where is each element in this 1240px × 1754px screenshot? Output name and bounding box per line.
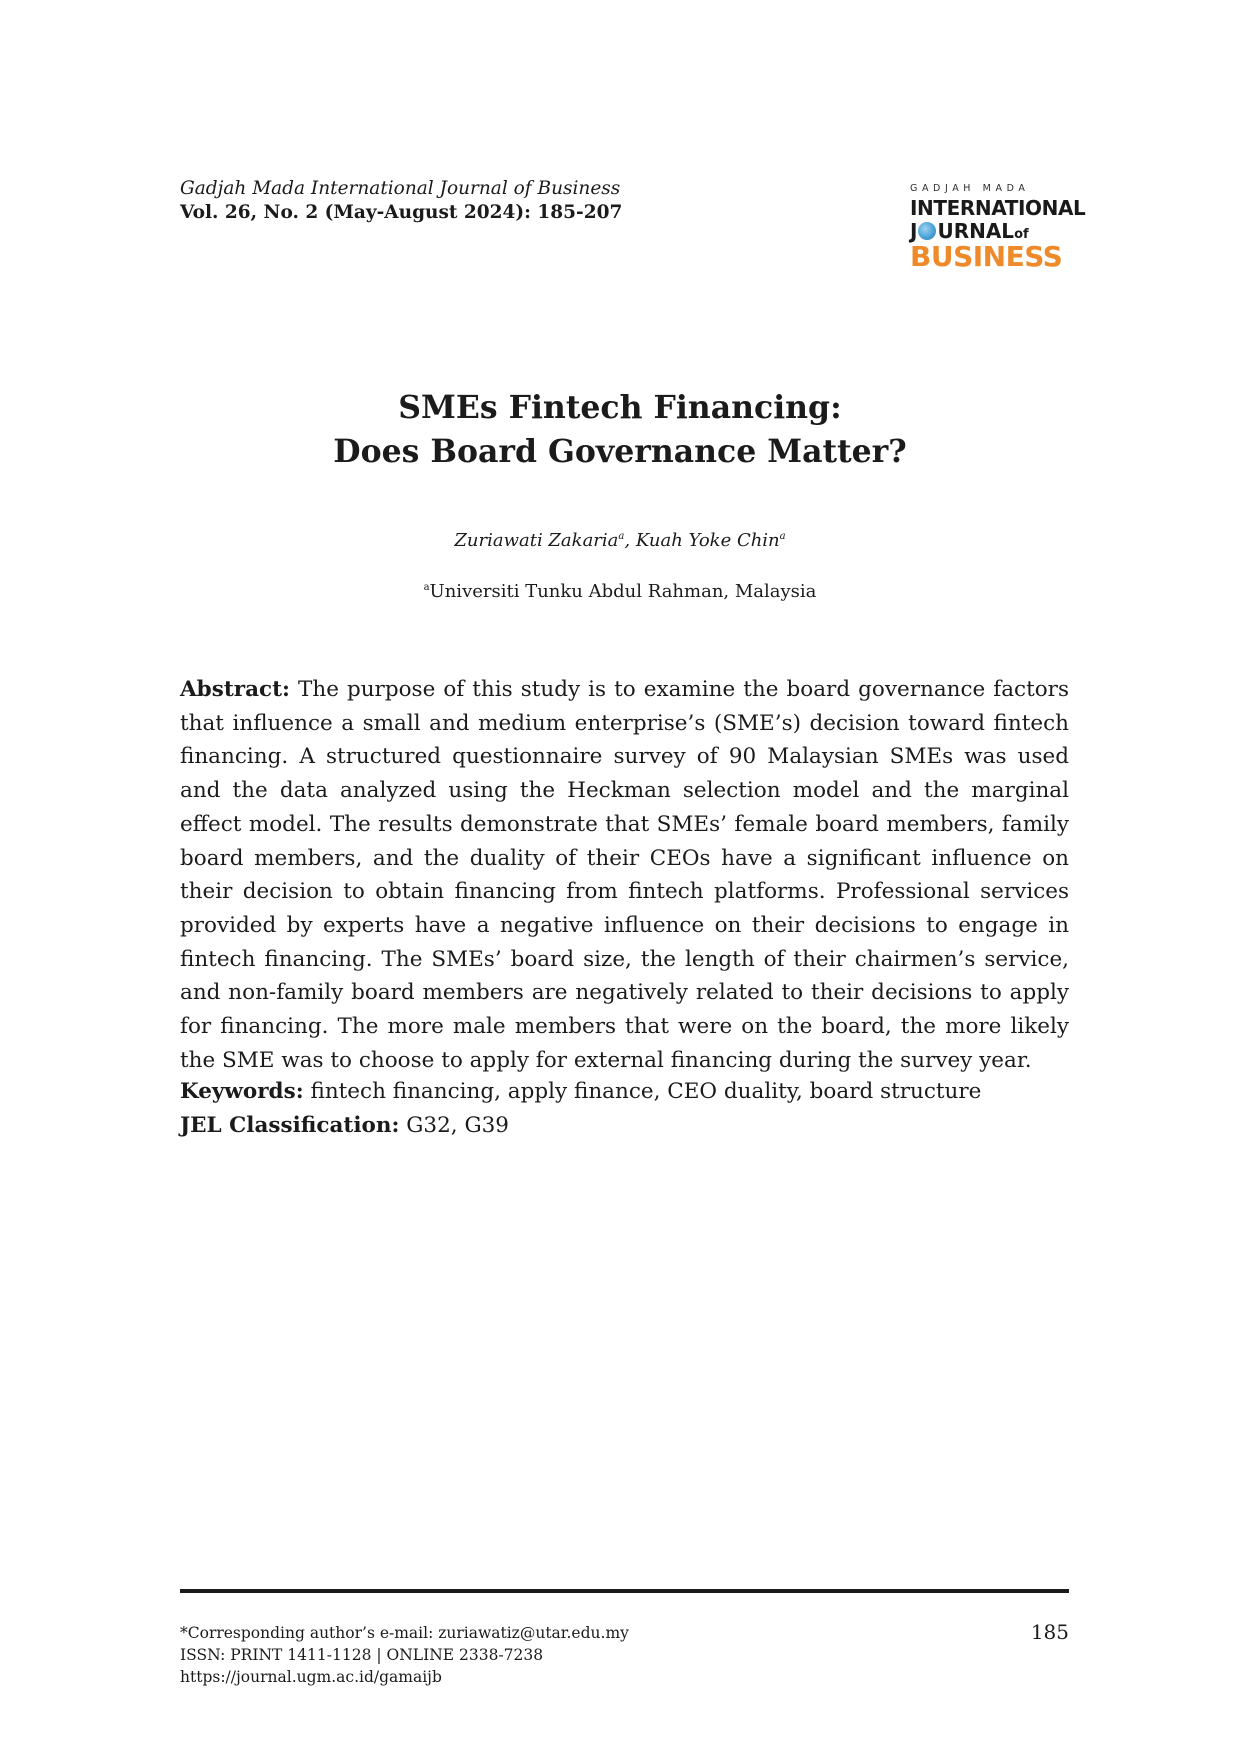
paper-title-line1: SMEs Fintech Financing: <box>398 389 842 426</box>
keywords <box>180 1075 981 1109</box>
globe-icon <box>918 222 936 240</box>
issn: ISSN: PRINT 1411-1128 | ONLINE 2338-7238 <box>180 1646 544 1664</box>
paper-title-line2: Does Board Governance Matter? <box>333 433 907 470</box>
author-1: Zuriawati Zakaria <box>454 530 619 551</box>
footer-divider <box>180 1589 1069 1593</box>
logo-j: J <box>910 219 918 243</box>
volume-info: Vol. 26, No. 2 (May-August 2024): 185-207 <box>180 202 623 223</box>
keywords-text: fintech financing, apply finance, CEO duality, board structure <box>303 1079 982 1104</box>
journal-url: https://journal.ugm.ac.id/gamaijb <box>180 1668 442 1686</box>
corresponding-author: *Corresponding author’s e-mail: zuriawatiz@utar.edu.my <box>180 1624 629 1642</box>
journal-logo <box>910 183 1086 275</box>
journal-name: Gadjah Mada International Journal of Business <box>180 178 621 199</box>
author-2: Kuah Yoke Chin <box>635 530 780 551</box>
jel-classification <box>180 1109 509 1143</box>
logo-of: of <box>1014 227 1029 242</box>
page-number: 185 <box>1030 1620 1069 1644</box>
jel-text: G32, G39 <box>399 1113 509 1138</box>
author-separator: , <box>624 530 636 551</box>
affiliation <box>0 581 1240 602</box>
abstract <box>180 673 1069 1077</box>
author-1-affil-mark: a <box>618 531 625 542</box>
abstract-label: Abstract: <box>180 677 290 702</box>
logo-urnal: URNAL <box>937 219 1015 243</box>
affiliation-text: Universiti Tunku Abdul Rahman, Malaysia <box>429 581 817 602</box>
author-2-affil-mark: a <box>779 531 786 542</box>
jel-label: JEL Classification: <box>180 1113 400 1138</box>
authors <box>0 530 1240 551</box>
logo-line-gadjah-mada: GADJAH MADA <box>910 183 1030 194</box>
logo-line-international: INTERNATIONAL <box>910 196 1086 220</box>
affiliation-mark: a <box>423 582 430 593</box>
logo-line-business: BUSINESS <box>910 240 1063 273</box>
keywords-label: Keywords: <box>180 1079 304 1104</box>
abstract-text: The purpose of this study is to examine the board governance factors that influence a small and medium enterprise’s (SME’s) decision toward fintech financing. A structured questionnaire survey of 90 Malaysian SMEs was used and the data analyzed using the Heckman selection model and the marginal effect model. The results demonstrate that SMEs’ female board members, family board members, and the duality of their CEOs have a significant influence on their decision to obtain financing from fintech platforms. Professional services provided by experts have a negative influence on their decisions to engage in fintech financing. The SMEs’ board size, the length of their chairmen’s service, and non-family board members are negatively related to their decisions to apply for financing. The more male members that were on the board, the more likely the SME was to choose to apply for external financing during the survey year. <box>180 677 1069 1073</box>
